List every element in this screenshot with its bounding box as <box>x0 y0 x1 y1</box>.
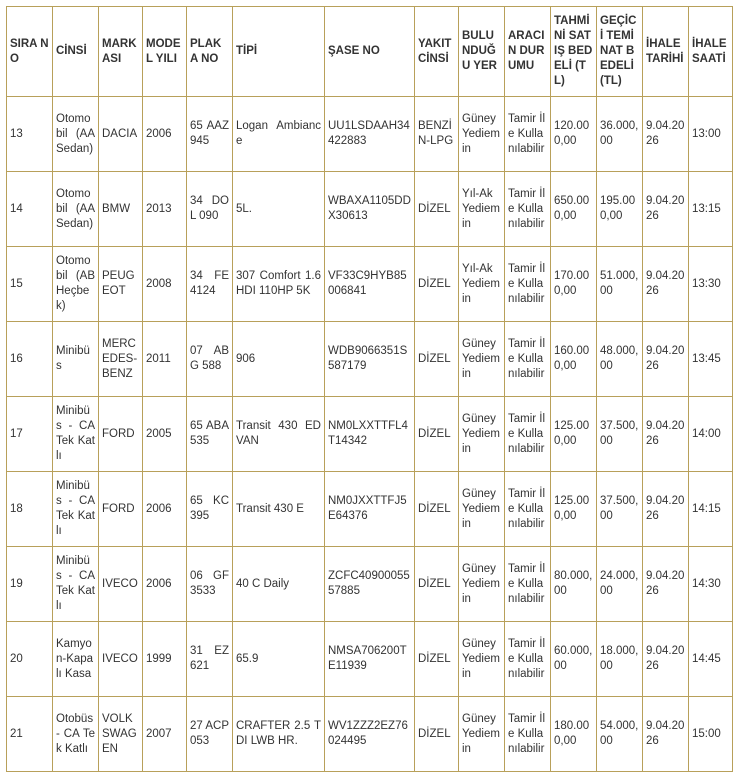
cell-tipi: CRAFTER 2.5 TDI LWB HR. <box>233 697 325 772</box>
cell-aracin-durumu: Tamir İle Kullanılabilir <box>505 397 551 472</box>
header-gecici-teminat-bedeli: GEÇİCİ TEMİNAT BEDELİ (TL) <box>597 7 643 97</box>
cell-gecici-teminat-bedeli: 54.000,00 <box>597 697 643 772</box>
cell-bulundugu-yer: Güney Yediemin <box>459 622 505 697</box>
cell-yakit-cinsi: DİZEL <box>415 472 459 547</box>
cell-tahmini-satis-bedeli: 125.000,00 <box>551 397 597 472</box>
cell-ihale-saati: 14:45 <box>689 622 733 697</box>
cell-model-yili: 2006 <box>143 547 187 622</box>
cell-ihale-saati: 14:15 <box>689 472 733 547</box>
cell-model-yili: 2006 <box>143 97 187 172</box>
table-row <box>7 247 733 322</box>
cell-ihale-tarihi: 9.04.2026 <box>643 547 689 622</box>
cell-sase-no: WDB9066351S587179 <box>325 322 415 397</box>
header-sase-no: ŞASE NO <box>325 7 415 97</box>
cell-sira-no: 14 <box>7 172 53 247</box>
cell-markasi: FORD <box>99 397 143 472</box>
header-cinsi: CİNSİ <box>53 7 99 97</box>
cell-gecici-teminat-bedeli: 48.000,00 <box>597 322 643 397</box>
cell-yakit-cinsi: BENZİN-LPG <box>415 97 459 172</box>
cell-sase-no: WV1ZZZ2EZ76024495 <box>325 697 415 772</box>
cell-yakit-cinsi: DİZEL <box>415 322 459 397</box>
cell-yakit-cinsi: DİZEL <box>415 622 459 697</box>
cell-bulundugu-yer: Güney Yediemin <box>459 472 505 547</box>
cell-bulundugu-yer: Güney Yediemin <box>459 322 505 397</box>
cell-yakit-cinsi: DİZEL <box>415 697 459 772</box>
cell-plaka-no: 34 DOL 090 <box>187 172 233 247</box>
cell-bulundugu-yer: Güney Yediemin <box>459 97 505 172</box>
cell-tahmini-satis-bedeli: 170.000,00 <box>551 247 597 322</box>
cell-tahmini-satis-bedeli: 80.000,00 <box>551 547 597 622</box>
cell-cinsi: Minibüs - CA Tek Katlı <box>53 472 99 547</box>
cell-markasi: FORD <box>99 472 143 547</box>
cell-gecici-teminat-bedeli: 195.000,00 <box>597 172 643 247</box>
cell-yakit-cinsi: DİZEL <box>415 397 459 472</box>
table-header-row <box>7 7 733 97</box>
header-model-yili: MODEL YILI <box>143 7 187 97</box>
cell-cinsi: Kamyon-Kapalı Kasa <box>53 622 99 697</box>
cell-markasi: MERCEDES-BENZ <box>99 322 143 397</box>
header-yakit-cinsi: YAKIT CİNSİ <box>415 7 459 97</box>
table-row <box>7 622 733 697</box>
cell-gecici-teminat-bedeli: 37.500,00 <box>597 397 643 472</box>
header-bulundugu-yer: BULUNDUĞU YER <box>459 7 505 97</box>
cell-gecici-teminat-bedeli: 24.000,00 <box>597 547 643 622</box>
cell-plaka-no: 07 ABG 588 <box>187 322 233 397</box>
table-row <box>7 547 733 622</box>
cell-tipi: 5L. <box>233 172 325 247</box>
header-markasi: MARKASI <box>99 7 143 97</box>
cell-sase-no: WBAXA1105DDX30613 <box>325 172 415 247</box>
cell-aracin-durumu: Tamir İle Kullanılabilir <box>505 472 551 547</box>
cell-model-yili: 2013 <box>143 172 187 247</box>
cell-ihale-tarihi: 9.04.2026 <box>643 622 689 697</box>
cell-sase-no: NM0LXXTTFL4T14342 <box>325 397 415 472</box>
cell-aracin-durumu: Tamir İle Kullanılabilir <box>505 322 551 397</box>
cell-aracin-durumu: Tamir İle Kullanılabilir <box>505 172 551 247</box>
cell-cinsi: Otobüs - CA Tek Katlı <box>53 697 99 772</box>
cell-sase-no: UU1LSDAAH34422883 <box>325 97 415 172</box>
cell-aracin-durumu: Tamir İle Kullanılabilir <box>505 97 551 172</box>
cell-markasi: VOLKSWAGEN <box>99 697 143 772</box>
cell-ihale-tarihi: 9.04.2026 <box>643 472 689 547</box>
cell-aracin-durumu: Tamir İle Kullanılabilir <box>505 247 551 322</box>
cell-model-yili: 2006 <box>143 472 187 547</box>
table-row <box>7 697 733 772</box>
table-row <box>7 472 733 547</box>
cell-sira-no: 19 <box>7 547 53 622</box>
table-row <box>7 172 733 247</box>
cell-ihale-tarihi: 9.04.2026 <box>643 247 689 322</box>
cell-aracin-durumu: Tamir İle Kullanılabilir <box>505 697 551 772</box>
cell-plaka-no: 27 ACP 053 <box>187 697 233 772</box>
table-row <box>7 397 733 472</box>
header-ihale-saati: İHALE SAATİ <box>689 7 733 97</box>
cell-ihale-tarihi: 9.04.2026 <box>643 172 689 247</box>
cell-markasi: DACIA <box>99 97 143 172</box>
vehicle-auction-table <box>6 6 733 772</box>
cell-plaka-no: 06 GF 3533 <box>187 547 233 622</box>
cell-bulundugu-yer: Güney Yediemin <box>459 697 505 772</box>
cell-tipi: 906 <box>233 322 325 397</box>
cell-ihale-tarihi: 9.04.2026 <box>643 397 689 472</box>
cell-tahmini-satis-bedeli: 180.000,00 <box>551 697 597 772</box>
cell-gecici-teminat-bedeli: 51.000,00 <box>597 247 643 322</box>
cell-bulundugu-yer: Güney Yediemin <box>459 397 505 472</box>
cell-plaka-no: 65 AAZ 945 <box>187 97 233 172</box>
cell-model-yili: 1999 <box>143 622 187 697</box>
cell-markasi: BMW <box>99 172 143 247</box>
table-row <box>7 322 733 397</box>
cell-markasi: PEUGEOT <box>99 247 143 322</box>
cell-yakit-cinsi: DİZEL <box>415 247 459 322</box>
header-sira-no: SIRA NO <box>7 7 53 97</box>
cell-ihale-saati: 13:00 <box>689 97 733 172</box>
cell-yakit-cinsi: DİZEL <box>415 547 459 622</box>
cell-gecici-teminat-bedeli: 36.000,00 <box>597 97 643 172</box>
cell-ihale-saati: 13:30 <box>689 247 733 322</box>
cell-bulundugu-yer: Yıl-Ak Yediemin <box>459 172 505 247</box>
cell-bulundugu-yer: Güney Yediemin <box>459 547 505 622</box>
cell-sase-no: ZCFC4090005557885 <box>325 547 415 622</box>
cell-sira-no: 21 <box>7 697 53 772</box>
cell-cinsi: Minibüs - CA Tek Katlı <box>53 397 99 472</box>
cell-ihale-tarihi: 9.04.2026 <box>643 697 689 772</box>
cell-cinsi: Minibüs - CA Tek Katlı <box>53 547 99 622</box>
cell-cinsi: Otomobil (AA Sedan) <box>53 97 99 172</box>
cell-sira-no: 20 <box>7 622 53 697</box>
cell-ihale-saati: 15:00 <box>689 697 733 772</box>
cell-sira-no: 15 <box>7 247 53 322</box>
header-plaka-no: PLAKA NO <box>187 7 233 97</box>
header-tahmini-satis-bedeli: TAHMİNİ SATIŞ BEDELİ (TL) <box>551 7 597 97</box>
cell-sira-no: 18 <box>7 472 53 547</box>
cell-aracin-durumu: Tamir İle Kullanılabilir <box>505 622 551 697</box>
cell-model-yili: 2008 <box>143 247 187 322</box>
cell-cinsi: Otomobil (AA Sedan) <box>53 172 99 247</box>
cell-ihale-saati: 13:15 <box>689 172 733 247</box>
cell-sase-no: VF33C9HYB85006841 <box>325 247 415 322</box>
cell-model-yili: 2007 <box>143 697 187 772</box>
cell-markasi: IVECO <box>99 622 143 697</box>
cell-sira-no: 16 <box>7 322 53 397</box>
cell-tahmini-satis-bedeli: 125.000,00 <box>551 472 597 547</box>
cell-model-yili: 2011 <box>143 322 187 397</box>
cell-tipi: 40 C Daily <box>233 547 325 622</box>
cell-ihale-saati: 14:00 <box>689 397 733 472</box>
cell-cinsi: Minibüs <box>53 322 99 397</box>
cell-ihale-saati: 14:30 <box>689 547 733 622</box>
cell-ihale-tarihi: 9.04.2026 <box>643 322 689 397</box>
cell-bulundugu-yer: Yıl-Ak Yediemin <box>459 247 505 322</box>
cell-plaka-no: 34 FE 4124 <box>187 247 233 322</box>
cell-cinsi: Otomobil (AB Heçbek) <box>53 247 99 322</box>
cell-gecici-teminat-bedeli: 37.500,00 <box>597 472 643 547</box>
cell-tipi: Transit 430 ED VAN <box>233 397 325 472</box>
cell-plaka-no: 65 KC 395 <box>187 472 233 547</box>
header-tipi: TİPİ <box>233 7 325 97</box>
cell-tahmini-satis-bedeli: 60.000,00 <box>551 622 597 697</box>
cell-markasi: IVECO <box>99 547 143 622</box>
cell-model-yili: 2005 <box>143 397 187 472</box>
cell-sase-no: NMSA706200TE11939 <box>325 622 415 697</box>
cell-ihale-tarihi: 9.04.2026 <box>643 97 689 172</box>
cell-tipi: 307 Comfort 1.6 HDI 110HP 5K <box>233 247 325 322</box>
header-aracin-durumu: ARACIN DURUMU <box>505 7 551 97</box>
cell-tahmini-satis-bedeli: 160.000,00 <box>551 322 597 397</box>
cell-aracin-durumu: Tamir İle Kullanılabilir <box>505 547 551 622</box>
header-ihale-tarihi: İHALE TARİHİ <box>643 7 689 97</box>
cell-yakit-cinsi: DİZEL <box>415 172 459 247</box>
cell-tahmini-satis-bedeli: 650.000,00 <box>551 172 597 247</box>
cell-tipi: Logan Ambiance <box>233 97 325 172</box>
cell-sase-no: NM0JXXTTFJ5E64376 <box>325 472 415 547</box>
cell-plaka-no: 65 ABA 535 <box>187 397 233 472</box>
cell-gecici-teminat-bedeli: 18.000,00 <box>597 622 643 697</box>
cell-ihale-saati: 13:45 <box>689 322 733 397</box>
cell-sira-no: 17 <box>7 397 53 472</box>
cell-tipi: Transit 430 E <box>233 472 325 547</box>
cell-tipi: 65.9 <box>233 622 325 697</box>
cell-tahmini-satis-bedeli: 120.000,00 <box>551 97 597 172</box>
cell-plaka-no: 31 EZ 621 <box>187 622 233 697</box>
auction-table-container <box>6 6 733 772</box>
cell-sira-no: 13 <box>7 97 53 172</box>
table-row <box>7 97 733 172</box>
